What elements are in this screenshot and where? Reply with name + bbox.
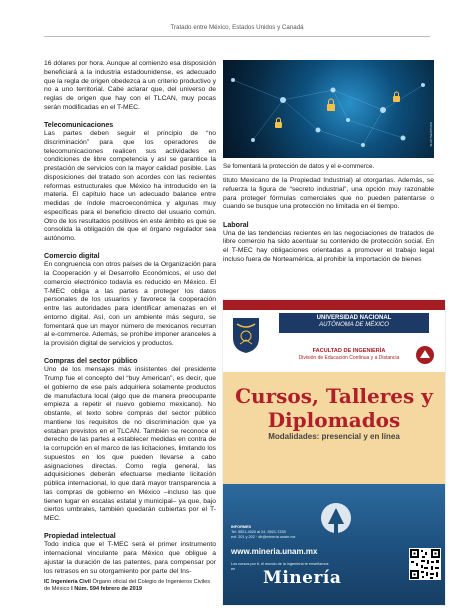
advertisement (223, 300, 445, 605)
magazine-place: de México (44, 586, 70, 593)
ad-contact-info (231, 525, 331, 539)
running-header: Tratado entre México, Estados Unidos y Canadá (170, 24, 304, 31)
division-name: División de Educación Continua y a Distancia (298, 354, 400, 361)
qr-code-icon[interactable] (409, 548, 441, 580)
heading-labor: Laboral (223, 220, 249, 229)
ad-tagline: Los cursos por ti, el mundo de la ingeniería te enseñamos en (231, 562, 329, 571)
heading-ip: Propiedad intelectual (44, 532, 116, 541)
ad-website-link[interactable]: www.mineria.unam.mx (231, 547, 318, 556)
photo-credit: SHUTTERSTOCK (429, 122, 433, 147)
article-photo (223, 60, 434, 158)
faculty-name: FACULTAD DE INGENIERÍA (312, 348, 386, 354)
ip-paragraph: Todo indica que el T-MEC será el primer instrumento internacional vinculante para México que obligue a ajustar la duración de las patentes, para compensar por los retrasos en su otorgamiento por parte del Ins- (44, 541, 216, 575)
header-rule (44, 36, 430, 37)
issue-number: Núm. 594 febrero de 2019 (74, 586, 142, 593)
page-footer (44, 579, 244, 593)
public-procurement-paragraph: Uno de los mensajes más insistentes del presidente Trump fue el concepto del “buy American”, es decir, que el gobierno de ese país adquiriera solamente productos de manufactura local (algo que de manera preocupante empieza a repetir el nuevo gobierno mexicano). No obstante, el texto sobre compras del sector público mantiene los requisitos de no discriminación que ya estaban previstos en el TLCAN. También se reconoce el derecho de las partes a establecer medidas en contra de la corrupción en el marco de las licitaciones, limitando los supuestos en los que pueden llevarse a cabo asignaciones directas. Como regla general, las adquisiciones deberán efectuarse mediante licitación pública internacional, lo que dará mayor transparencia a las compras de gobierno en México –incluso las que tienen lugar en escalas estatal y municipal– ya que, bajo ciertos umbrales, también quedarán cubiertas por el T-MEC. (44, 366, 216, 522)
info-email: ext. 201 y 202 · dir@mineria.unam.mx (231, 534, 296, 539)
ad-subtitle: Modalidades: presencial y en línea (268, 432, 400, 441)
info-heading: INFORMES (231, 525, 252, 529)
ad-title-line1: Cursos, Talleres y (235, 384, 433, 408)
university-name-line1: UNIVERSIDAD NACIONAL (316, 315, 392, 321)
left-column (44, 60, 216, 576)
digital-paragraph: En congruencia con otros países de la Organización para la Cooperación y el Desarrollo Económicos, el uso del comercio electrónico todavía es reducido en México. El T-MEC obliga a las partes a proteger los datos personales de los usuarios y favorece la cooperación entre las autoridades para identificar amenazas en el entorno digital. Así, con un ambiente más seguro, se fomentará que un mayor número de mexicanos recurran al e-commerce. Además, se prohíbe imponer aranceles a la provisión digital de servicios y productos. (44, 261, 216, 347)
network-illustration (223, 60, 434, 158)
footer-separator: I (71, 586, 73, 593)
ad-top-bar (223, 300, 445, 310)
unam-banner (279, 313, 429, 333)
unam-shield-logo (231, 316, 261, 354)
info-phone: Tel. 5521-4020 al 24, 5521-7335 (231, 529, 286, 534)
ad-title (223, 384, 445, 432)
labor-paragraph: Una de las tendencias recientes en las negociaciones de tratados de libre comercio ha sido acentuar su contenido de protección social. En el T-MEC hay obligaciones orientadas a promover el trabajo legal incluso fuera de Norteamérica, al prohibir la importación de bienes (223, 229, 434, 263)
intro-paragraph: 16 dólares por hora. Aunque al comienzo esa disposición beneficiará a la industria estadounidense, es adecuado que la regla de origen obedezca a un criterio productivo y no a uno territorial. Cabe aclarar que, del universo de reglas de origen que hay con el TLCAN, muy pocas serán modificadas en el T-MEC. (44, 60, 216, 111)
heading-digital: Comercio digital (44, 252, 100, 261)
ip-continuation-paragraph: tituto Mexicano de la Propiedad Industrial) al otorgarlas. Además, se refuerza la figura de “secreto industrial”, una opción muy razonable para proteger fórmulas comerciales que no pueden patentarse o cuando se busque una protección no limitada en el tiempo. (223, 177, 434, 211)
caption-rule (223, 174, 434, 175)
university-name-line2: AUTÓNOMA DE MÉXICO (319, 322, 389, 329)
heading-telecom: Telecomunicaciones (44, 121, 114, 129)
faculty-block (279, 348, 419, 366)
magazine-name: IC Ingeniería Civil (44, 579, 91, 585)
right-column (223, 177, 434, 265)
ad-title-line2: Diplomados (267, 408, 401, 432)
telecom-paragraph: Las partes deben seguir el principio de “no discriminación” para que los operadores de telecomunicaciones realicen sus actividades en condiciones de libre competencia y así se garantice la prestación de servicios con la mayor calidad posible. Las disposiciones del tratado son acordes con las recientes reformas estructurales que México ha introducido en la materia. El capítulo hace un adecuado balance entre medidas de índole macroeconómica y algunas muy específicas para el beneficio directo del usuario común. Otro de los resultados positivos en este ámbito es que se consolida la obligación de que el órgano regulador sea autónomo. (44, 130, 216, 242)
magazine-org: Órgano oficial del Colegio de Ingenieros Civiles (92, 579, 211, 585)
faculty-logo (415, 345, 435, 365)
photo-caption: Se fomentará la protección de datos y el e-commerce. (223, 163, 375, 170)
mineria-wordmark: Minería (263, 568, 342, 588)
heading-public-procurement: Compras del sector público (44, 357, 138, 366)
